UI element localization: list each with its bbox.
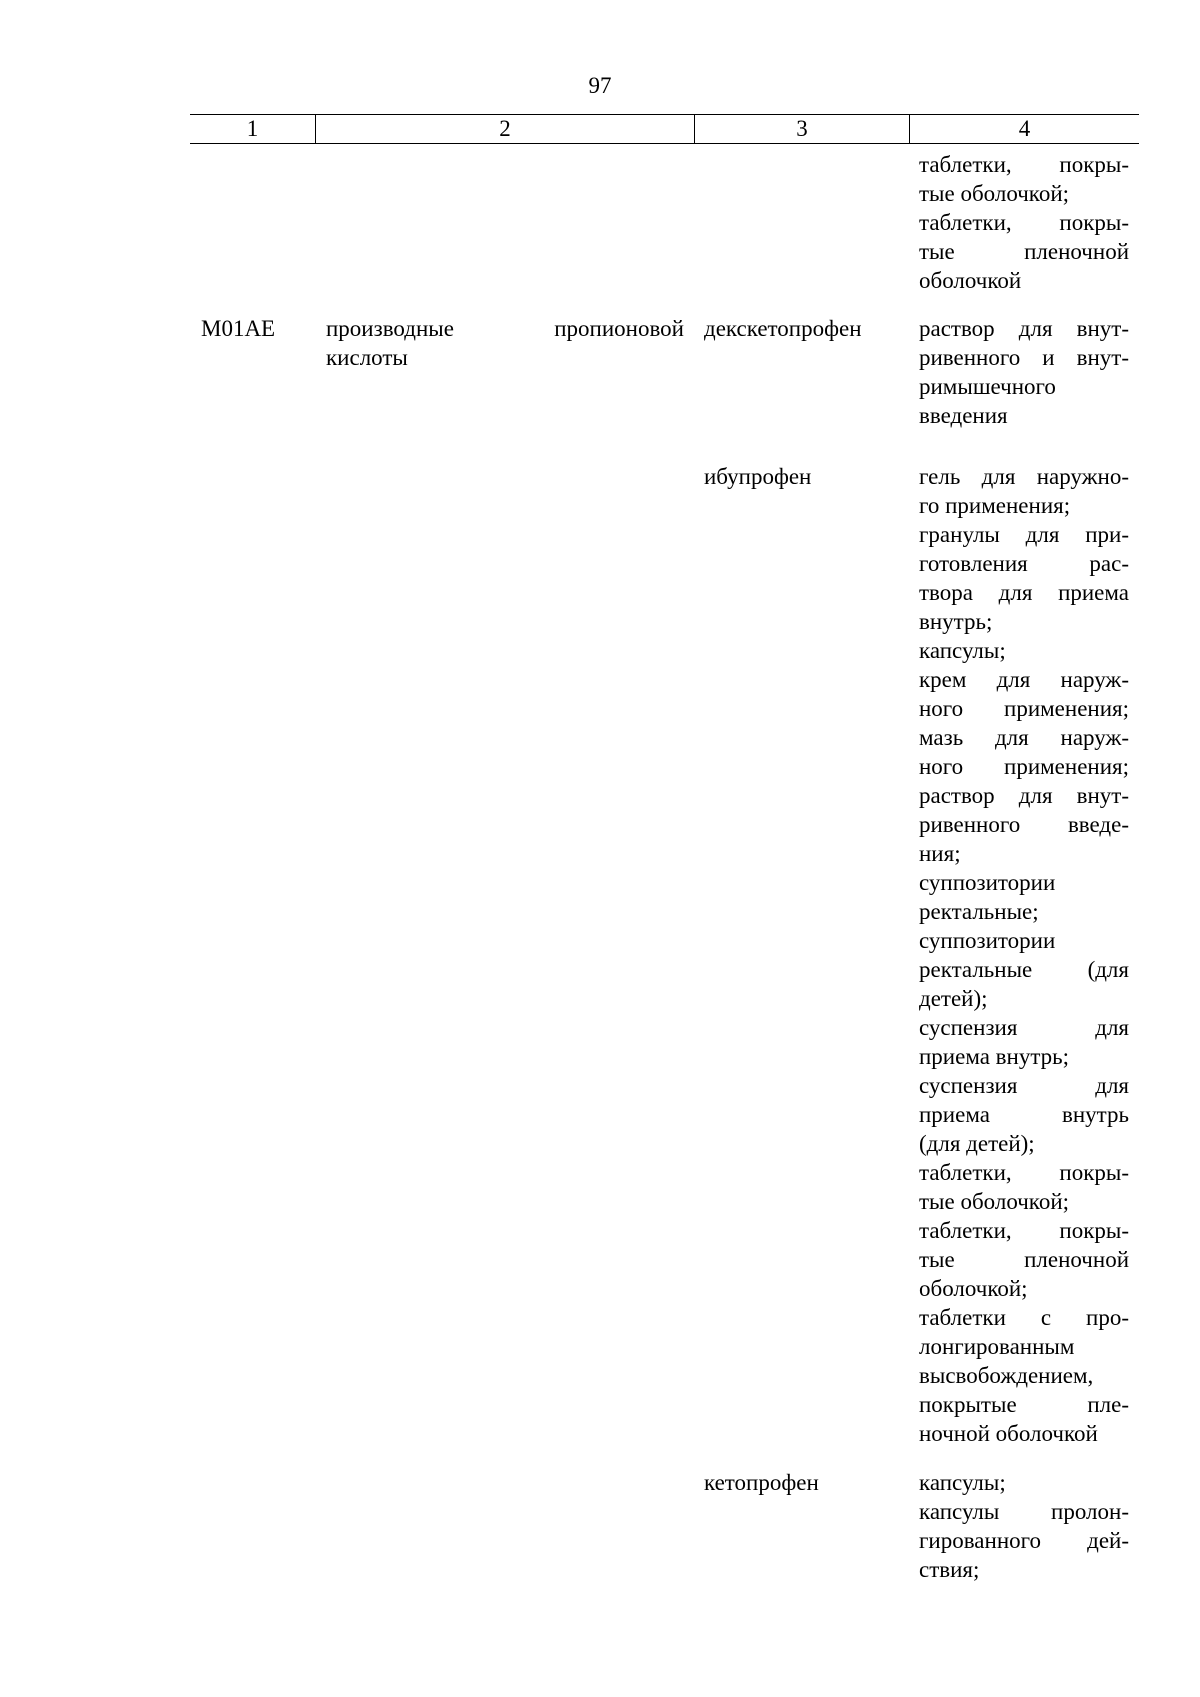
column-header-2: 2 xyxy=(315,115,694,143)
dosage-form-line: капсулы; xyxy=(919,638,1006,663)
dosage-form-line: таблетки, покры- xyxy=(919,210,1129,235)
dosage-form-line: тые оболочкой; xyxy=(919,1189,1070,1214)
dosage-form-line: оболочкой xyxy=(919,268,1022,293)
dosage-form-line: ночной оболочкой xyxy=(919,1421,1098,1446)
dosage-form-line: гированного дей- xyxy=(919,1528,1129,1553)
dosage-form-line: ного применения; xyxy=(919,696,1129,721)
dosage-form-line: капсулы; xyxy=(919,1470,1006,1495)
atc-group-name-line-1: производные пропионовой xyxy=(326,316,684,341)
dosage-form-line: твора для приема xyxy=(919,580,1129,605)
dosage-form-line: ствия; xyxy=(919,1557,980,1582)
dosage-form-line: лонгированным xyxy=(919,1334,1075,1359)
dosage-form-line: ния; xyxy=(919,841,961,866)
dosage-form-line: суппозитории xyxy=(919,870,1056,895)
table-header-row xyxy=(190,114,1139,144)
dosage-form-line: ректальные; xyxy=(919,899,1039,924)
page-number: 97 xyxy=(588,73,612,98)
drug-dosage-forms xyxy=(919,1468,1129,1584)
dosage-form-line: суспензия для xyxy=(919,1015,1129,1040)
dosage-form-line: раствор для внут- xyxy=(919,783,1129,808)
dosage-form-line: гранулы для при- xyxy=(919,522,1129,547)
dosage-form-line: приема внутрь; xyxy=(919,1044,1070,1069)
dosage-form-line: введения xyxy=(919,403,1008,428)
drug-name: ибупрофен xyxy=(704,464,812,489)
dosage-form-line: таблетки, покры- xyxy=(919,1218,1129,1243)
dosage-form-line: тые оболочкой; xyxy=(919,181,1070,206)
dosage-form-line: (для детей); xyxy=(919,1131,1035,1156)
dosage-form-line: го применения; xyxy=(919,493,1071,518)
dosage-form-line: ректальные (для xyxy=(919,957,1129,982)
dosage-form-line: ривенного введе- xyxy=(919,812,1129,837)
column-header-3: 3 xyxy=(694,115,909,143)
atc-group-name-line-2: кислоты xyxy=(326,345,408,370)
dosage-form-line: крем для наруж- xyxy=(919,667,1129,692)
dosage-form-line: римышечного xyxy=(919,374,1056,399)
column-header-1: 1 xyxy=(246,116,259,141)
column-header-4: 4 xyxy=(909,115,1139,143)
drug-name: кетопрофен xyxy=(704,1470,819,1495)
dosage-form-line: приема внутрь xyxy=(919,1102,1129,1127)
dosage-form-line: раствор для внут- xyxy=(919,316,1129,341)
dosage-form-line: высвобождением, xyxy=(919,1363,1094,1388)
dosage-form-line: суспензия для xyxy=(919,1073,1129,1098)
dosage-form-line: ного применения; xyxy=(919,754,1129,779)
drug-dosage-forms xyxy=(919,462,1129,1448)
dosage-form-line: таблетки, покры- xyxy=(919,1160,1129,1185)
dosage-form-line: суппозитории xyxy=(919,928,1056,953)
atc-group-name xyxy=(326,314,684,372)
dosage-form-line: внутрь; xyxy=(919,609,993,634)
dosage-form-line: гель для наружно- xyxy=(919,464,1129,489)
dosage-form-line: покрытые пле- xyxy=(919,1392,1129,1417)
dosage-form-line: детей); xyxy=(919,986,988,1011)
dosage-form-line: готовления рас- xyxy=(919,551,1129,576)
dosage-form-line: таблетки, покры- xyxy=(919,152,1129,177)
drug-name: декскетопрофен xyxy=(704,316,862,341)
carryover-dosage-forms xyxy=(919,150,1129,295)
dosage-form-line: мазь для наруж- xyxy=(919,725,1129,750)
dosage-form-line: тые пленочной xyxy=(919,1247,1129,1272)
dosage-form-line: таблетки с про- xyxy=(919,1305,1129,1330)
atc-code: M01AE xyxy=(201,316,276,341)
dosage-form-line: оболочкой; xyxy=(919,1276,1028,1301)
dosage-form-line: тые пленочной xyxy=(919,239,1129,264)
dosage-form-line: капсулы пролон- xyxy=(919,1499,1129,1524)
dosage-form-line: ривенного и внут- xyxy=(919,345,1129,370)
drug-dosage-forms xyxy=(919,314,1129,430)
